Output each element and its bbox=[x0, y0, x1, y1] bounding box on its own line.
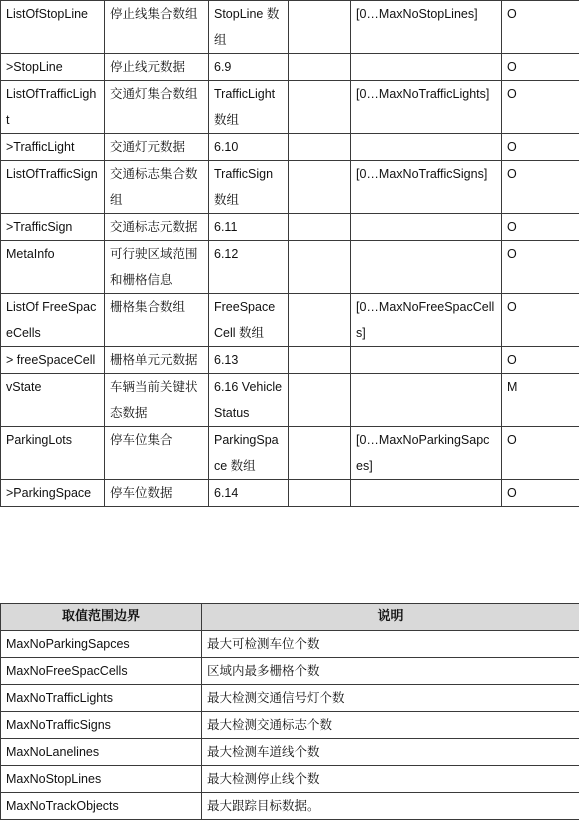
element-optionality: M bbox=[502, 374, 579, 427]
element-description: 停车位集合 bbox=[105, 427, 209, 480]
table-row bbox=[1, 161, 579, 214]
element-optionality: O bbox=[502, 241, 579, 294]
table-row bbox=[1, 81, 579, 134]
element-range: [0…MaxNoTrafficSigns] bbox=[351, 161, 502, 214]
element-empty-cell bbox=[289, 81, 351, 134]
element-name: MetaInfo bbox=[1, 241, 105, 294]
bound-description: 最大检测车道线个数 bbox=[202, 739, 579, 766]
element-optionality: O bbox=[502, 1, 579, 54]
element-empty-cell bbox=[289, 214, 351, 241]
element-type: 6.10 bbox=[209, 134, 289, 161]
element-optionality: O bbox=[502, 161, 579, 214]
element-name: >TrafficSign bbox=[1, 214, 105, 241]
table-row bbox=[1, 427, 579, 480]
element-description: 车辆当前关键状态数据 bbox=[105, 374, 209, 427]
bound-description: 区域内最多栅格个数 bbox=[202, 658, 579, 685]
element-type: 6.12 bbox=[209, 241, 289, 294]
column-header-bound: 取值范围边界 bbox=[1, 604, 202, 631]
element-name: ListOfTrafficSign bbox=[1, 161, 105, 214]
element-range: [0…MaxNoFreeSpacCells] bbox=[351, 294, 502, 347]
element-description: 停止线集合数组 bbox=[105, 1, 209, 54]
element-description: 栅格单元元数据 bbox=[105, 347, 209, 374]
element-name: ParkingLots bbox=[1, 427, 105, 480]
element-description: 交通标志元数据 bbox=[105, 214, 209, 241]
element-type: TrafficLight 数组 bbox=[209, 81, 289, 134]
element-name: ListOfTrafficLight bbox=[1, 81, 105, 134]
element-type: FreeSpaceCell 数组 bbox=[209, 294, 289, 347]
bound-name: MaxNoFreeSpacCells bbox=[1, 658, 202, 685]
element-description: 交通灯元数据 bbox=[105, 134, 209, 161]
element-optionality: O bbox=[502, 81, 579, 134]
column-header-description: 说明 bbox=[202, 604, 579, 631]
element-name: >ParkingSpace bbox=[1, 480, 105, 507]
element-empty-cell bbox=[289, 480, 351, 507]
element-range: [0…MaxNoTrafficLights] bbox=[351, 81, 502, 134]
element-type: 6.9 bbox=[209, 54, 289, 81]
element-optionality: O bbox=[502, 427, 579, 480]
bound-description: 最大检测交通标志个数 bbox=[202, 712, 579, 739]
element-optionality: O bbox=[502, 480, 579, 507]
bound-description: 最大检测交通信号灯个数 bbox=[202, 685, 579, 712]
element-empty-cell bbox=[289, 134, 351, 161]
table-row bbox=[1, 631, 579, 658]
element-name: >StopLine bbox=[1, 54, 105, 81]
bound-description: 最大跟踪目标数据。 bbox=[202, 793, 579, 820]
table-row bbox=[1, 685, 579, 712]
element-type: 6.14 bbox=[209, 480, 289, 507]
table-row bbox=[1, 480, 579, 507]
bound-name: MaxNoTrafficSigns bbox=[1, 712, 202, 739]
element-range bbox=[351, 480, 502, 507]
bound-name: MaxNoStopLines bbox=[1, 766, 202, 793]
bound-name: MaxNoTrafficLights bbox=[1, 685, 202, 712]
table-header-row bbox=[1, 604, 579, 631]
element-optionality: O bbox=[502, 54, 579, 81]
element-name: >TrafficLight bbox=[1, 134, 105, 161]
element-description: 交通标志集合数组 bbox=[105, 161, 209, 214]
element-empty-cell bbox=[289, 374, 351, 427]
element-range bbox=[351, 241, 502, 294]
element-description: 停止线元数据 bbox=[105, 54, 209, 81]
element-empty-cell bbox=[289, 427, 351, 480]
element-empty-cell bbox=[289, 347, 351, 374]
element-description: 停车位数据 bbox=[105, 480, 209, 507]
element-range: [0…MaxNoStopLines] bbox=[351, 1, 502, 54]
element-empty-cell bbox=[289, 54, 351, 81]
bound-name: MaxNoParkingSapces bbox=[1, 631, 202, 658]
range-bounds-table bbox=[0, 603, 579, 820]
table-row bbox=[1, 739, 579, 766]
element-range bbox=[351, 134, 502, 161]
table-row bbox=[1, 294, 579, 347]
element-name: vState bbox=[1, 374, 105, 427]
element-type: 6.11 bbox=[209, 214, 289, 241]
element-type: 6.13 bbox=[209, 347, 289, 374]
element-description: 可行驶区域范围和栅格信息 bbox=[105, 241, 209, 294]
element-type: StopLine 数组 bbox=[209, 1, 289, 54]
element-description: 栅格集合数组 bbox=[105, 294, 209, 347]
table-row bbox=[1, 134, 579, 161]
element-range bbox=[351, 214, 502, 241]
table-row bbox=[1, 347, 579, 374]
element-empty-cell bbox=[289, 294, 351, 347]
table-row bbox=[1, 54, 579, 81]
bound-description: 最大检测停止线个数 bbox=[202, 766, 579, 793]
bound-name: MaxNoTrackObjects bbox=[1, 793, 202, 820]
element-type: TrafficSign 数组 bbox=[209, 161, 289, 214]
table-row bbox=[1, 658, 579, 685]
element-optionality: O bbox=[502, 294, 579, 347]
element-name: > freeSpaceCell bbox=[1, 347, 105, 374]
table-row bbox=[1, 712, 579, 739]
element-type: ParkingSpace 数组 bbox=[209, 427, 289, 480]
element-range: [0…MaxNoParkingSapces] bbox=[351, 427, 502, 480]
element-empty-cell bbox=[289, 161, 351, 214]
bound-description: 最大可检测车位个数 bbox=[202, 631, 579, 658]
table-row bbox=[1, 214, 579, 241]
element-empty-cell bbox=[289, 1, 351, 54]
element-optionality: O bbox=[502, 347, 579, 374]
element-range bbox=[351, 54, 502, 81]
element-range bbox=[351, 347, 502, 374]
table-row bbox=[1, 1, 579, 54]
element-type: 6.16 VehicleStatus bbox=[209, 374, 289, 427]
element-optionality: O bbox=[502, 214, 579, 241]
element-empty-cell bbox=[289, 241, 351, 294]
element-name: ListOf FreeSpaceCells bbox=[1, 294, 105, 347]
table-row bbox=[1, 793, 579, 820]
table-row bbox=[1, 241, 579, 294]
element-range bbox=[351, 374, 502, 427]
element-name: ListOfStopLine bbox=[1, 1, 105, 54]
element-description: 交通灯集合数组 bbox=[105, 81, 209, 134]
bound-name: MaxNoLanelines bbox=[1, 739, 202, 766]
table-row bbox=[1, 374, 579, 427]
element-optionality: O bbox=[502, 134, 579, 161]
table-row bbox=[1, 766, 579, 793]
